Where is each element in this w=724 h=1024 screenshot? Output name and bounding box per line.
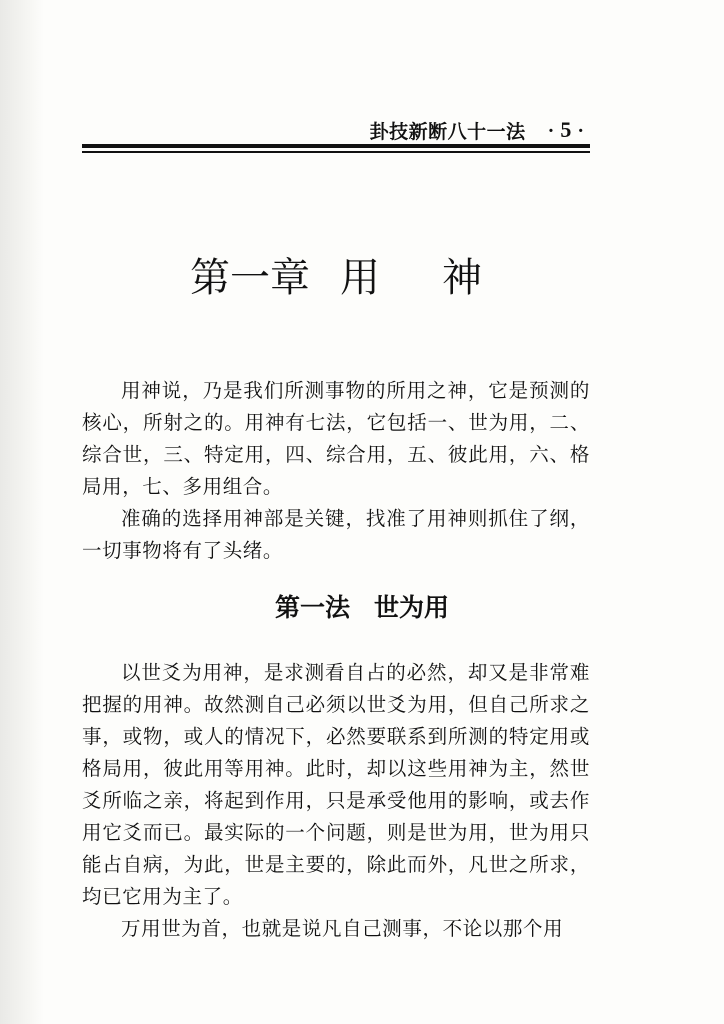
section-number: 第一法 <box>274 593 350 622</box>
chapter-title-part-1: 用 <box>340 255 380 301</box>
chapter-title-part-2: 神 <box>442 255 482 301</box>
chapter-heading <box>190 250 500 306</box>
section-paragraph-2: 万用世为首，也就是说凡自己测事，不论以那个用 <box>121 917 564 940</box>
intro-text <box>82 375 590 567</box>
intro-paragraph-1: 用神说，乃是我们所测事物的所用之神，它是预测的核心，所射之的。用神有七法，它包括一、世为用，二、综合世，三、特定用，四、综合用，五、彼此用，六、格局用，七、多用组合。 <box>82 379 590 498</box>
page-gutter-shadow <box>0 0 44 1024</box>
page-number: · 5 · <box>542 117 590 143</box>
chapter-number: 第一章 <box>190 255 310 301</box>
section-paragraph-1: 以世爻为用神，是求测看自占的必然，却又是非常难把握的用神。故然测自己必须以世爻为用，但自己所求之事，或物，或人的情况下，必然要联系到所测的特定用或格局用，彼此用等用神。此时，却以这些用神为主，然世爻所临之亲，将起到作用，只是承受他用的影响，或去作用它爻而已。最实际的一个问题，则是世为用，世为用只能占自病，为此，世是主要的，除此而外，凡世之所求，均已它用为主了。 <box>82 661 590 908</box>
section-title: 世为用 <box>374 593 450 622</box>
header-book-title: 卦技新断八十一法 <box>369 120 526 143</box>
running-header <box>300 116 590 144</box>
section-heading <box>0 590 724 626</box>
section-text <box>82 657 590 945</box>
header-rule-thin <box>82 151 590 153</box>
header-rule-thick <box>82 144 590 148</box>
intro-paragraph-2: 准确的选择用神部是关键，找准了用神则抓住了纲，一切事物将有了头绪。 <box>82 507 590 562</box>
